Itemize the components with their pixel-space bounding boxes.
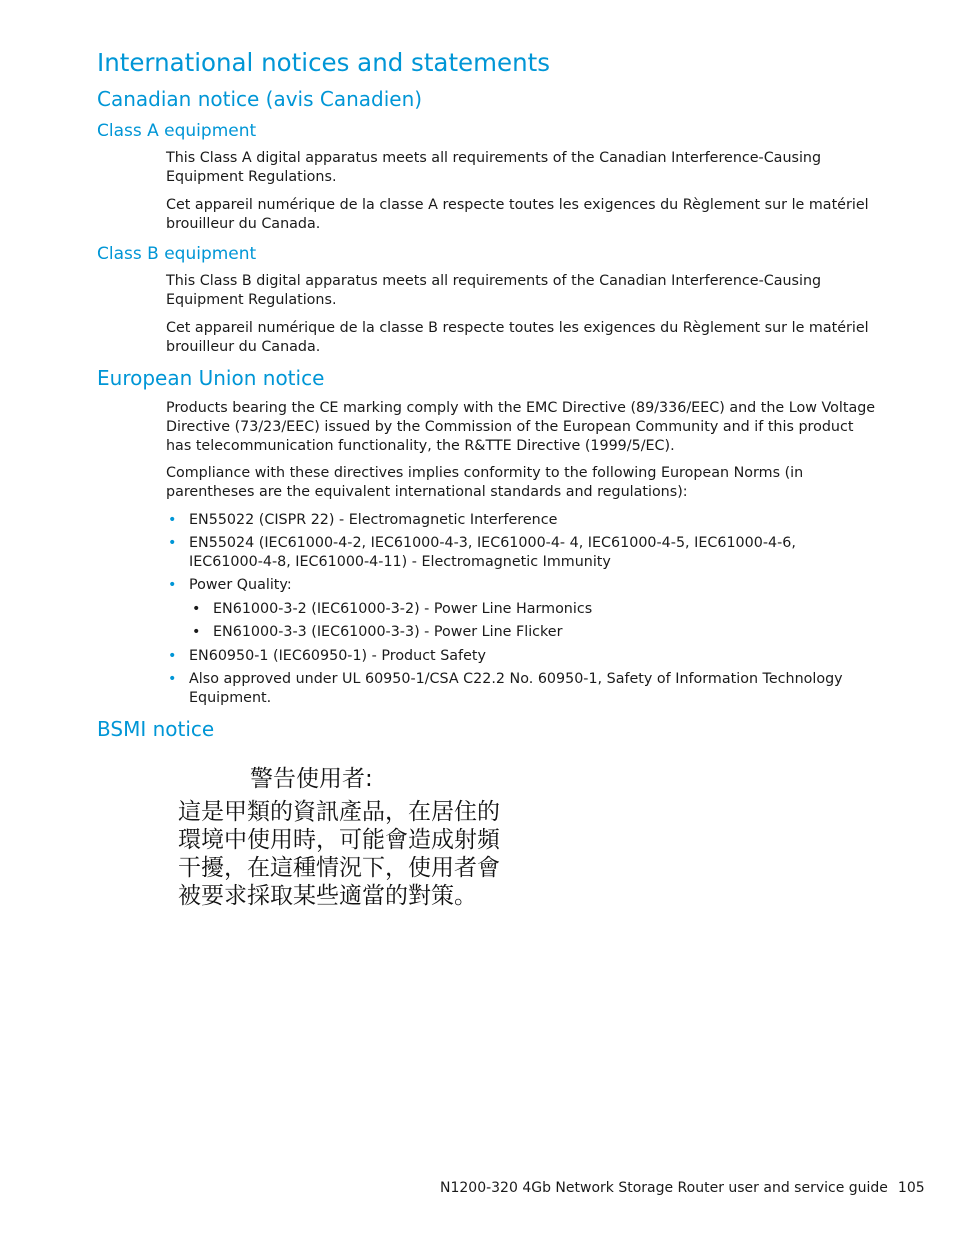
- eu-notice-heading: European Union notice: [97, 366, 325, 390]
- eu-paragraph-1: Products bearing the CE marking comply with the EMC Directive (89/336/EEC) and the Low Voltage Directive (73/23/EEC) issued by the Commission of the European Community and if this product has telecommunication functionality, the R&TTE Directive (1999/5/EC).: [166, 400, 876, 454]
- footer-doc-title: N1200-320 4Gb Network Storage Router user and service guide: [440, 1180, 888, 1196]
- list-item: • Also approved under UL 60950-1/CSA C22.2 No. 60950-1, Safety of Information Technology Equipment.: [168, 671, 843, 706]
- bullet-icon: •: [168, 535, 177, 551]
- canadian-notice-heading: Canadian notice (avis Canadien): [97, 87, 423, 111]
- list-item: • EN55022 (CISPR 22) - Electromagnetic Interference: [168, 512, 558, 528]
- bsmi-warning-line: 被要求採取某些適當的對策。: [178, 883, 477, 909]
- page-number: 105: [897, 1180, 925, 1196]
- class-a-heading: Class A equipment: [97, 121, 257, 141]
- bsmi-notice-heading: BSMI notice: [97, 717, 215, 741]
- bsmi-warning-title: 警告使用者:: [250, 766, 373, 792]
- class-a-paragraph-en: This Class A digital apparatus meets all requirements of the Canadian Interference-Causing Equipment Regulations.: [166, 150, 822, 185]
- list-item: • Power Quality:: [168, 577, 292, 593]
- bullet-icon: •: [168, 577, 177, 593]
- bullet-icon: •: [168, 671, 177, 687]
- bullet-icon: •: [192, 601, 201, 617]
- bsmi-warning-line: 干擾，在這種情況下，使用者會: [178, 855, 500, 881]
- sub-list-item: • EN61000-3-3 (IEC61000-3-3) - Power Line Flicker: [192, 624, 563, 640]
- class-b-paragraph-en: This Class B digital apparatus meets all requirements of the Canadian Interference-Causing Equipment Regulations.: [166, 273, 822, 308]
- bsmi-warning-line: 環境中使用時，可能會造成射頻: [178, 827, 500, 853]
- page-title: International notices and statements: [97, 48, 550, 77]
- bullet-icon: •: [192, 624, 201, 640]
- list-item: • EN55024 (IEC61000-4-2, IEC61000-4-3, IEC61000-4- 4, IEC61000-4-5, IEC61000-4-6, IEC61000-4-8, IEC61000-4-11) - Electromagnetic Immunity: [168, 535, 796, 570]
- class-a-paragraph-fr: Cet appareil numérique de la classe A respecte toutes les exigences du Règlement sur le matériel brouilleur du Canada.: [166, 197, 869, 232]
- bullet-icon: •: [168, 648, 177, 664]
- class-b-paragraph-fr: Cet appareil numérique de la classe B respecte toutes les exigences du Règlement sur le matériel brouilleur du Canada.: [166, 320, 869, 355]
- list-item: • EN60950-1 (IEC60950-1) - Product Safety: [168, 648, 486, 664]
- bullet-icon: •: [168, 512, 177, 528]
- sub-list-item: • EN61000-3-2 (IEC61000-3-2) - Power Line Harmonics: [192, 601, 593, 617]
- page-footer: [440, 1179, 925, 1197]
- eu-paragraph-2: Compliance with these directives implies conformity to the following European Norms (in parentheses are the equivalent international standards and regulations):: [166, 465, 804, 500]
- bsmi-warning-line: 這是甲類的資訊產品，在居住的: [178, 799, 500, 825]
- class-b-heading: Class B equipment: [97, 244, 257, 264]
